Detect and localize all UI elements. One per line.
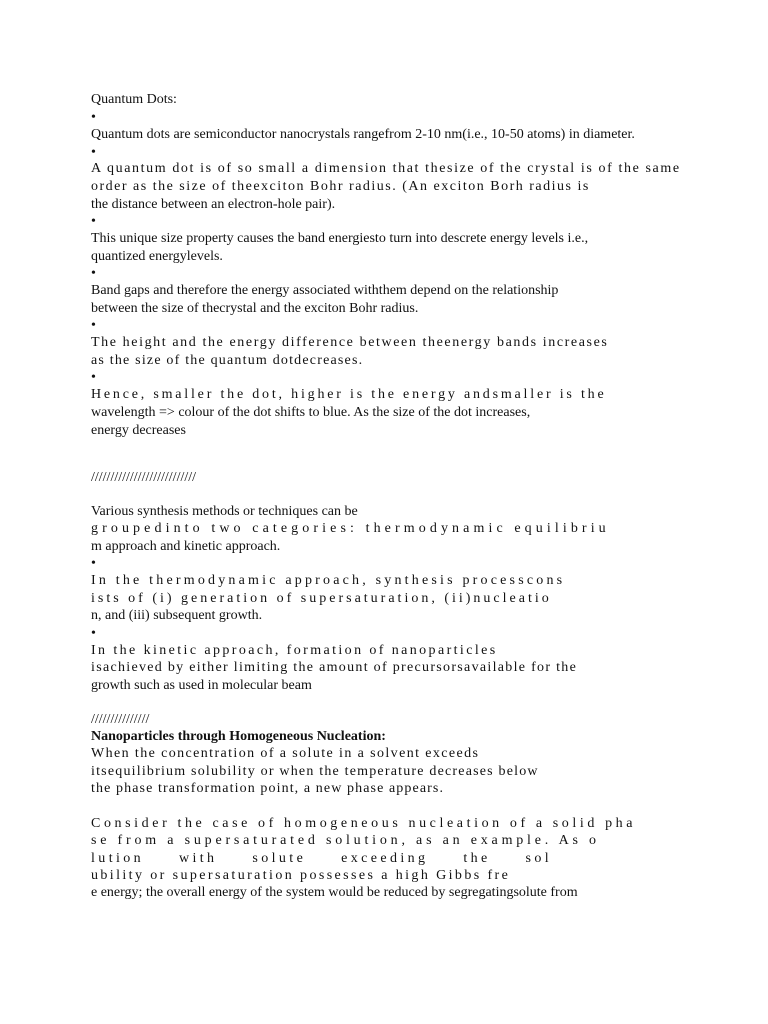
paragraph-line: wavelength => colour of the dot shifts to blue. As the size of the dot increases,	[91, 405, 531, 420]
bullet-marker: •	[91, 110, 96, 125]
paragraph-line: the distance between an electron-hole pair).	[91, 197, 336, 212]
paragraph-line: This unique size property causes the band energiesto turn into descrete energy levels i.e.,	[91, 231, 589, 246]
paragraph-line: itsequilibrium solubility or when the temperature decreases below	[91, 764, 539, 779]
separator-slashes: ///////////////	[91, 712, 150, 727]
paragraph-line: lution with solute exceeding the sol	[91, 851, 553, 866]
bullet-marker: •	[91, 556, 96, 571]
separator-slashes: ///////////////////////////	[91, 470, 197, 485]
paragraph-line: Various synthesis methods or techniques can be	[91, 504, 358, 519]
bullet-marker: •	[91, 145, 96, 160]
paragraph-line: In the kinetic approach, formation of nanoparticles	[91, 643, 498, 658]
paragraph-line: When the concentration of a solute in a solvent exceeds	[91, 746, 480, 761]
paragraph-line: A quantum dot is of so small a dimension that thesize of the crystal is of the same	[91, 161, 681, 176]
bullet-marker: •	[91, 214, 96, 229]
section-heading: Nanoparticles through Homogeneous Nucleation:	[91, 729, 386, 744]
paragraph-line: ubility or supersaturation possesses a high Gibbs fre	[91, 868, 511, 883]
bullet-marker: •	[91, 370, 96, 385]
paragraph-line: se from a supersaturated solution, as an example. As o	[91, 833, 600, 848]
paragraph-line: Quantum dots are semiconductor nanocrystals rangefrom 2-10 nm(i.e., 10-50 atoms) in diameter.	[91, 127, 635, 142]
paragraph-line: order as the size of theexciton Bohr radius. (An exciton Borh radius is	[91, 179, 590, 194]
paragraph-line: energy decreases	[91, 423, 186, 438]
paragraph-line: groupedinto two categories: thermodynamic equilibriu	[91, 521, 610, 536]
paragraph-line: e energy; the overall energy of the system would be reduced by segregatingsolute from	[91, 885, 578, 900]
paragraph-line: isachieved by either limiting the amount of precursorsavailable for the	[91, 660, 578, 675]
paragraph-line: ists of (i) generation of supersaturation, (ii)nucleatio	[91, 591, 552, 606]
paragraph-line: Consider the case of homogeneous nucleation of a solid pha	[91, 816, 637, 831]
bullet-marker: •	[91, 266, 96, 281]
paragraph-line: growth such as used in molecular beam	[91, 678, 312, 693]
paragraph-line: quantized energylevels.	[91, 249, 223, 264]
paragraph-line: m approach and kinetic approach.	[91, 539, 281, 554]
paragraph-line: Band gaps and therefore the energy associated withthem depend on the relationship	[91, 283, 559, 298]
paragraph-line: the phase transformation point, a new phase appears.	[91, 781, 445, 796]
paragraph-line: as the size of the quantum dotdecreases.	[91, 353, 364, 368]
paragraph-line: Hence, smaller the dot, higher is the energy andsmaller is the	[91, 387, 607, 402]
paragraph-line: n, and (iii) subsequent growth.	[91, 608, 263, 623]
paragraph-line: In the thermodynamic approach, synthesis processcons	[91, 573, 566, 588]
heading-quantum-dots: Quantum Dots:	[91, 92, 177, 107]
bullet-marker: •	[91, 318, 96, 333]
paragraph-line: The height and the energy difference between theenergy bands increases	[91, 335, 609, 350]
bullet-marker: •	[91, 626, 96, 641]
paragraph-line: between the size of thecrystal and the exciton Bohr radius.	[91, 301, 419, 316]
